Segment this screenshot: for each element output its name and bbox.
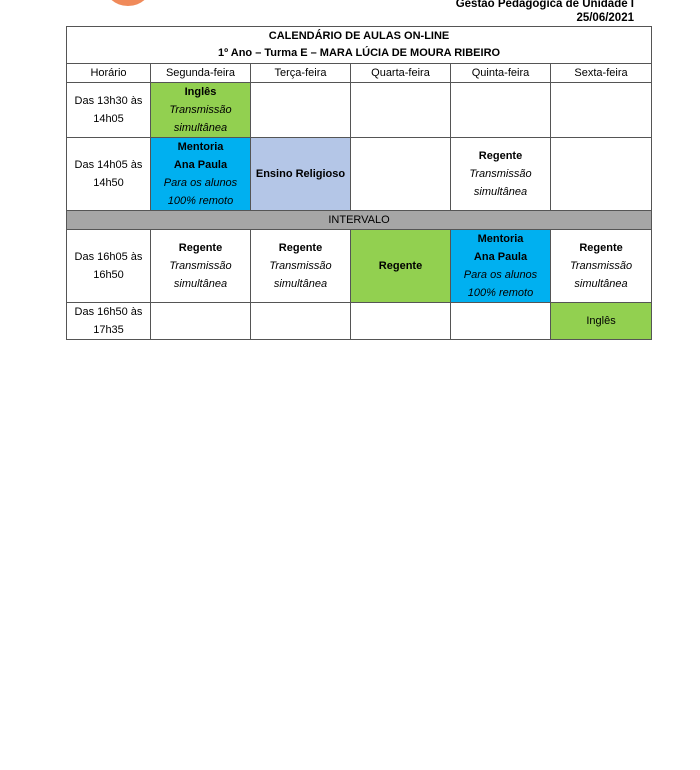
class-note: simultânea	[574, 278, 628, 290]
sun-logo-icon	[168, 0, 238, 2]
class-title: Regente	[278, 242, 323, 254]
class-title: Mentoria	[177, 141, 224, 153]
class-note: Transmissão	[169, 104, 232, 116]
class-cell-monday	[151, 83, 251, 138]
time-start: Das 14h05 às	[74, 159, 143, 171]
schedule-title: CALENDÁRIO DE AULAS ON-LINE	[268, 30, 450, 42]
empty-cell	[351, 303, 451, 340]
time-end: 17h35	[93, 324, 124, 336]
class-title: Regente	[178, 242, 223, 254]
class-cell-monday	[151, 138, 251, 211]
table-row	[67, 138, 652, 211]
time-cell	[67, 303, 151, 340]
table-row	[67, 230, 652, 303]
time-end: 14h05	[93, 113, 124, 125]
class-title: Regente	[378, 260, 423, 272]
time-cell	[67, 230, 151, 303]
class-note: Para os alunos	[163, 177, 238, 189]
column-header: Quarta-feira	[351, 64, 451, 83]
class-title: Regente	[579, 242, 623, 254]
class-cell-wednesday	[351, 230, 451, 303]
column-header-row	[67, 64, 652, 83]
column-header: Sexta-feira	[551, 64, 652, 83]
class-cell-friday	[551, 230, 652, 303]
column-header: Quinta-feira	[451, 64, 551, 83]
class-note: Transmissão	[469, 168, 532, 180]
column-header: Terça-feira	[251, 64, 351, 83]
class-cell-monday	[151, 230, 251, 303]
column-header: Horário	[67, 64, 151, 83]
page-header	[456, 0, 634, 25]
class-note: 100% remoto	[467, 287, 534, 299]
schedule-subtitle: 1º Ano – Turma E – MARA LÚCIA DE MOURA RIBEIRO	[217, 47, 501, 59]
time-end: 14h50	[93, 177, 124, 189]
header-date: 25/06/2021	[576, 12, 634, 24]
time-cell	[67, 83, 151, 138]
class-cell-tuesday	[251, 230, 351, 303]
empty-cell	[351, 138, 451, 211]
class-note: simultânea	[473, 186, 528, 198]
class-note: simultânea	[273, 278, 328, 290]
class-cell-tuesday	[251, 138, 351, 211]
class-title: Inglês	[586, 315, 616, 327]
class-note: Para os alunos	[463, 269, 538, 281]
header-unit: Gestão Pedagógica de Unidade I	[455, 0, 634, 10]
class-note: Transmissão	[169, 260, 232, 272]
class-title: Ana Paula	[173, 159, 228, 171]
time-start: Das 13h30 às	[74, 95, 143, 107]
empty-cell	[551, 138, 652, 211]
empty-cell	[451, 83, 551, 138]
empty-cell	[251, 83, 351, 138]
class-note: simultânea	[173, 278, 228, 290]
school-logo-icon	[104, 0, 152, 6]
empty-cell	[351, 83, 451, 138]
empty-cell	[551, 83, 652, 138]
class-title: Regente	[478, 150, 523, 162]
class-note: Transmissão	[569, 260, 633, 272]
interval-label: INTERVALO	[67, 211, 652, 230]
class-cell-friday	[551, 303, 652, 340]
schedule-title-cell	[67, 27, 652, 64]
time-end: 16h50	[93, 269, 124, 281]
empty-cell	[451, 303, 551, 340]
empty-cell	[251, 303, 351, 340]
class-title: Mentoria	[477, 233, 524, 245]
class-note: simultânea	[173, 122, 228, 134]
class-title: Inglês	[184, 86, 217, 98]
time-start: Das 16h05 às	[74, 251, 143, 263]
class-note: 100% remoto	[167, 195, 234, 207]
schedule-table	[66, 26, 652, 340]
table-row	[67, 83, 652, 138]
class-cell-thursday	[451, 230, 551, 303]
table-row	[67, 303, 652, 340]
time-start: Das 16h50 às	[74, 306, 143, 318]
class-cell-thursday	[451, 138, 551, 211]
interval-row	[67, 211, 652, 230]
empty-cell	[151, 303, 251, 340]
class-note: Transmissão	[269, 260, 332, 272]
class-title: Ensino Religioso	[255, 168, 346, 180]
time-cell	[67, 138, 151, 211]
class-title: Ana Paula	[473, 251, 528, 263]
column-header: Segunda-feira	[151, 64, 251, 83]
